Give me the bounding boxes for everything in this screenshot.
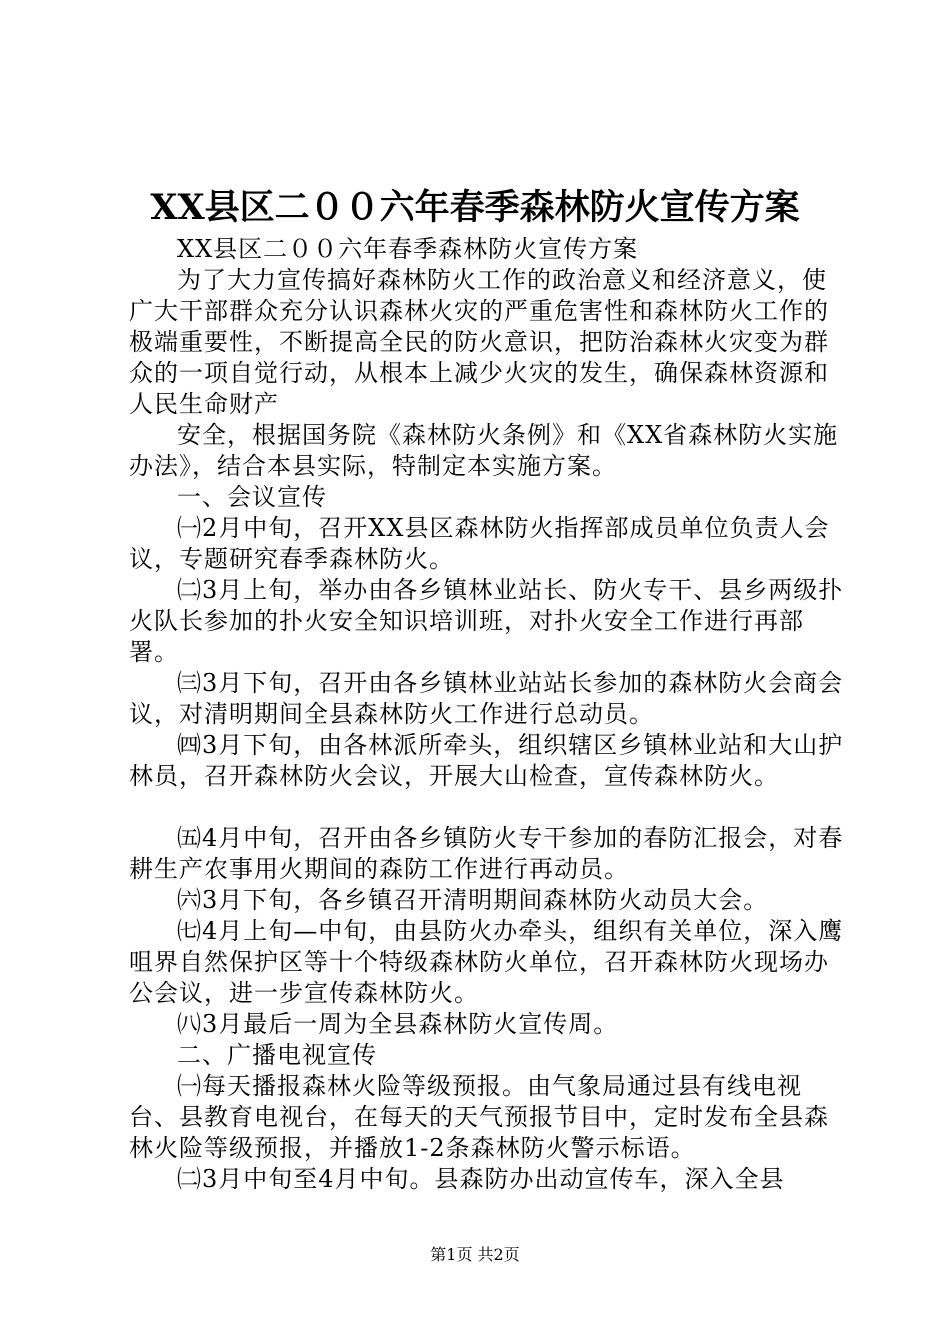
page-title: XX县区二００六年春季森林防火宣传方案 (150, 187, 800, 228)
paragraph: ㈠2月中旬，召开XX县区森林防火指挥部成员单位负责人会议，专题研究春季森林防火。 (129, 514, 830, 573)
paragraph: 为了大力宣传搞好森林防火工作的政治意义和经济意义，使广大干部群众充分认识森林火灾的严重危害性和森林防火工作的极端重要性，不断提高全民的防火意识，把防治森林火灾变为群众的一项自觉行动，从根本上减少火灾的发生，确保森林资源和人民生命财产 (129, 266, 829, 418)
paragraph: 安全，根据国务院《森林防火条例》和《XX省森林防火实施办法》，结合本县实际，特制定本实施方案。 (129, 421, 839, 480)
section-heading: 二、广播电视宣传 (177, 1041, 377, 1069)
paragraph: ㈡3月中旬至4月中旬。县森防办出动宣传车，深入全县 (177, 1165, 785, 1193)
paragraph: ㈣3月下旬，由各林派所牵头，组织辖区乡镇林业站和大山护林员，召开森林防火会议，开展大山检查，宣传森林防火。 (129, 731, 844, 790)
paragraph: ㈤4月中旬，召开由各乡镇防火专干参加的春防汇报会，对春耕生产农事用火期间的森防工作进行再动员。 (129, 824, 844, 883)
document-body (129, 234, 849, 1195)
paragraph: ㈧3月最后一周为全县森林防火宣传周。 (177, 1010, 619, 1038)
paragraph: XX县区二００六年春季森林防火宣传方案 (177, 235, 639, 263)
paragraph: ㈢3月下旬，召开由各乡镇林业站站长参加的森林防火会商会议，对清明期间全县森林防火工作进行总动员。 (129, 669, 844, 728)
paragraph: ㈦4月上旬—中旬，由县防火办牵头，组织有关单位，深入鹰咀界自然保护区等十个特级森林防火单位，召开森林防火现场办公会议，进一步宣传森林防火。 (129, 917, 844, 1007)
paragraph: ㈠每天播报森林火险等级预报。由气象局通过县有线电视台、县教育电视台，在每天的天气预报节目中，定时发布全县森林火险等级预报，并播放1-2条森林防火警示标语。 (129, 1072, 829, 1162)
paragraph: ㈥3月下旬，各乡镇召开清明期间森林防火动员大会。 (177, 886, 769, 914)
paragraph: ㈡3月上旬，举办由各乡镇林业站长、防火专干、县乡两级扑火队长参加的扑火安全知识培训班，对扑火安全工作进行再部署。 (129, 576, 844, 666)
page-footer: 第1页 共2页 (430, 1245, 520, 1264)
section-heading: 一、会议宣传 (177, 483, 327, 511)
